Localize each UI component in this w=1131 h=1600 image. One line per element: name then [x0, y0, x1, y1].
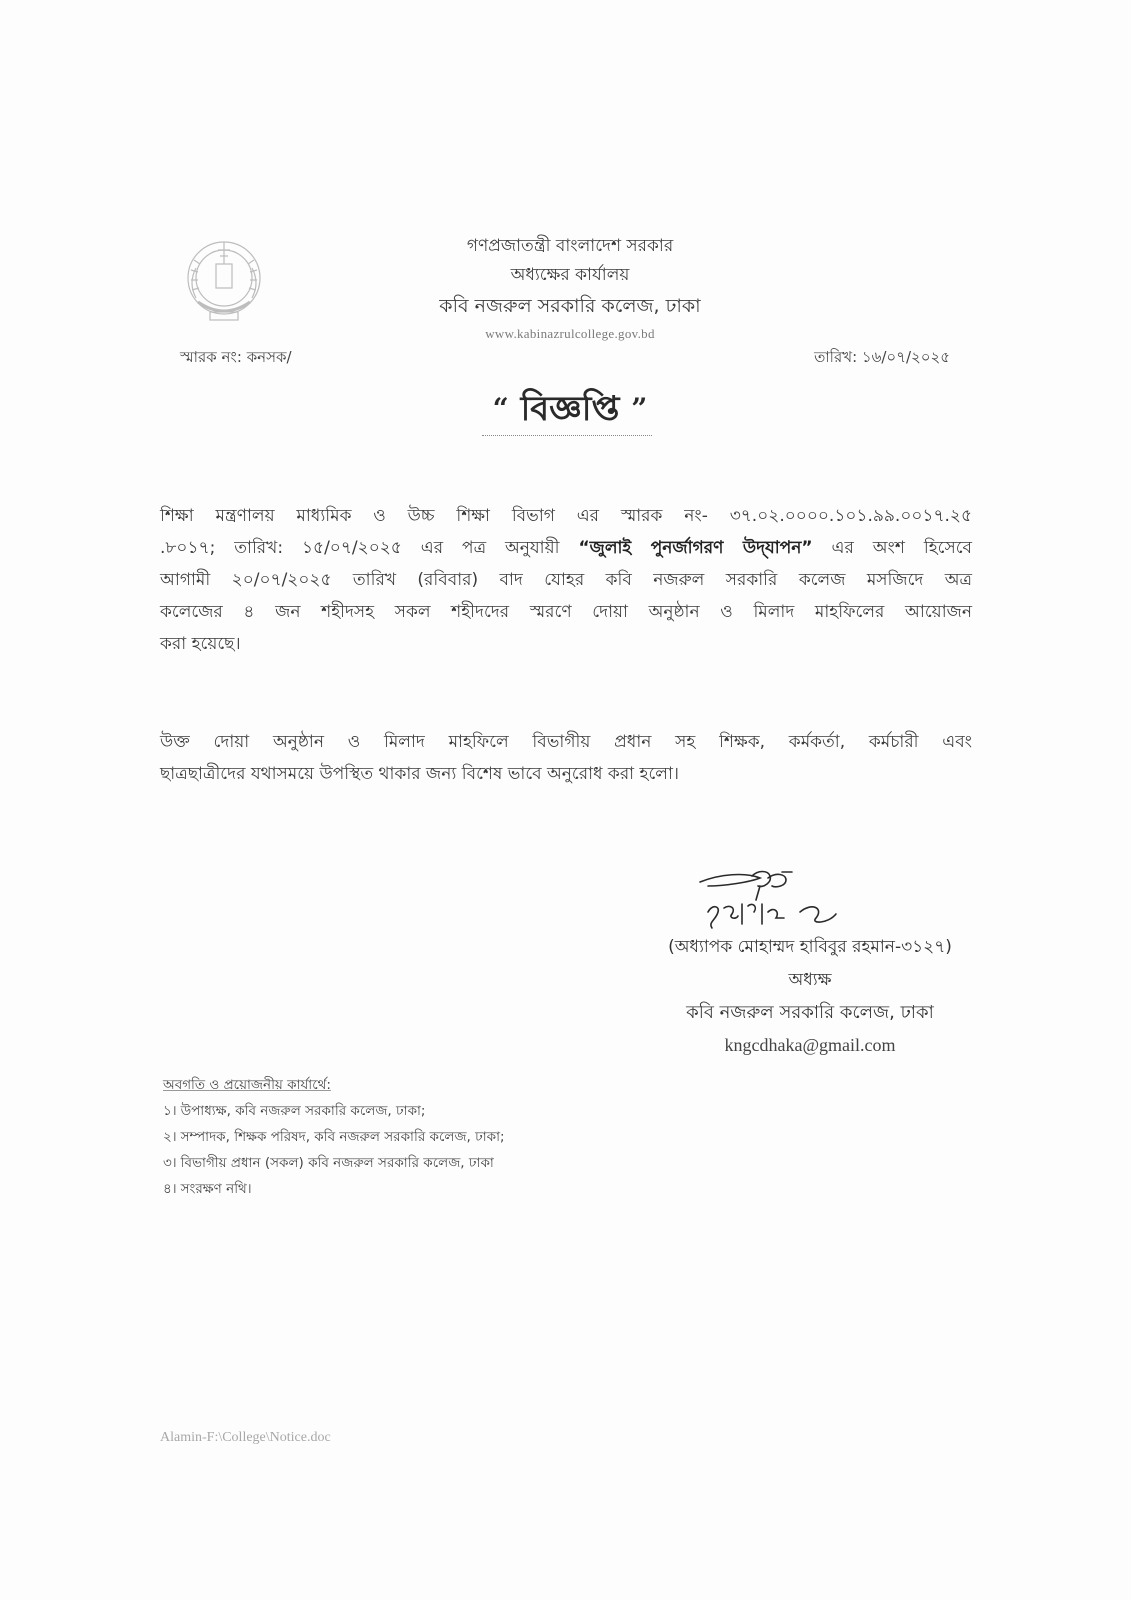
- government-name: গণপ্রজাতন্ত্রী বাংলাদেশ সরকার: [466, 236, 674, 256]
- signatory-email: kngcdhaka@gmail.com: [724, 1035, 896, 1055]
- distribution-heading: অবগতি ও প্রয়োজনীয় কার্যার্থে:: [163, 1077, 331, 1093]
- paragraph-line: উক্ত দোয়া অনুষ্ঠান ও মিলাদ মাহফিলে বিভাগীয় প্রধান সহ শিক্ষক, কর্মকর্তা, কর্মচারী এবং: [160, 732, 972, 752]
- open-quote: “: [492, 392, 509, 425]
- item-text: সম্পাদক, শিক্ষক পরিষদ, কবি নজরুল সরকারি কলেজ, ঢাকা;: [180, 1129, 505, 1145]
- handwritten-signature: [690, 868, 860, 936]
- signature-block: [620, 930, 1000, 1060]
- item-number: ২।: [163, 1129, 177, 1145]
- distribution-item: [163, 1124, 643, 1150]
- body-paragraph-2: [160, 726, 972, 790]
- item-number: ৪।: [163, 1181, 177, 1197]
- college-name: কবি নজরুল সরকারি কলেজ, ঢাকা: [439, 295, 701, 317]
- letterhead: [380, 232, 760, 346]
- paragraph-line: শিক্ষা মন্ত্রণালয় মাধ্যমিক ও উচ্চ শিক্ষা বিভাগ এর স্মারক নং- ৩৭.০২.০০০০.১০১.৯৯.০০১৭.২৫: [160, 506, 972, 526]
- item-text: বিভাগীয় প্রধান (সকল) কবি নজরুল সরকারি কলেজ, ঢাকা: [180, 1155, 494, 1171]
- distribution-list: [163, 1072, 643, 1202]
- item-number: ১।: [163, 1103, 177, 1119]
- event-name: “জুলাই পুনর্জাগরণ উদ্‌যাপন”: [578, 538, 813, 558]
- notice-title: [440, 385, 700, 433]
- title-underline: [482, 435, 652, 436]
- signatory-college: কবি নজরুল সরকারি কলেজ, ঢাকা: [686, 1002, 934, 1023]
- file-path-footer: Alamin-F:\College\Notice.doc: [160, 1430, 331, 1445]
- memo-row: [180, 346, 950, 370]
- signatory-title: অধ্যক্ষ: [788, 970, 832, 990]
- signatory-name: (অধ্যাপক মোহাম্মদ হাবিবুর রহমান-৩১২৭): [668, 937, 952, 957]
- paragraph-text: এর অংশ হিসেবে: [812, 538, 972, 558]
- government-seal-icon: [178, 228, 270, 324]
- notice-title-text: বিজ্ঞপ্তি: [520, 389, 620, 429]
- paragraph-line: কলেজের ৪ জন শহীদসহ সকল শহীদদের স্মরণে দোয়া অনুষ্ঠান ও মিলাদ মাহফিলের আয়োজন: [160, 602, 972, 622]
- paragraph-text: .৮০১৭; তারিখ: ১৫/০৭/২০২৫ এর পত্র অনুযায়ী: [160, 538, 579, 558]
- office-name: অধ্যক্ষের কার্যালয়: [510, 265, 630, 285]
- memo-date: তারিখ: ১৬/০৭/২০২৫: [814, 348, 950, 366]
- item-text: উপাধ্যক্ষ, কবি নজরুল সরকারি কলেজ, ঢাকা;: [180, 1103, 426, 1119]
- distribution-item: [163, 1150, 643, 1176]
- memo-reference: স্মারক নং: কনসক/: [180, 348, 292, 366]
- paragraph-line: ছাত্রছাত্রীদের যথাসময়ে উপস্থিত থাকার জন্য বিশেষ ভাবে অনুরোধ করা হলো।: [160, 764, 679, 784]
- website-url: www.kabinazrulcollege.gov.bd: [485, 326, 655, 341]
- paragraph-line: করা হয়েছে।: [160, 634, 241, 654]
- item-number: ৩।: [163, 1155, 177, 1171]
- distribution-item: [163, 1176, 643, 1202]
- item-text: সংরক্ষণ নথি।: [180, 1181, 252, 1197]
- paragraph-line: [160, 532, 972, 564]
- body-paragraph-1: [160, 500, 972, 660]
- close-quote: ”: [631, 392, 648, 425]
- distribution-item: [163, 1098, 643, 1124]
- paragraph-line: আগামী ২০/০৭/২০২৫ তারিখ (রবিবার) বাদ যোহর কবি নজরুল সরকারি কলেজ মসজিদে অত্র: [160, 570, 972, 590]
